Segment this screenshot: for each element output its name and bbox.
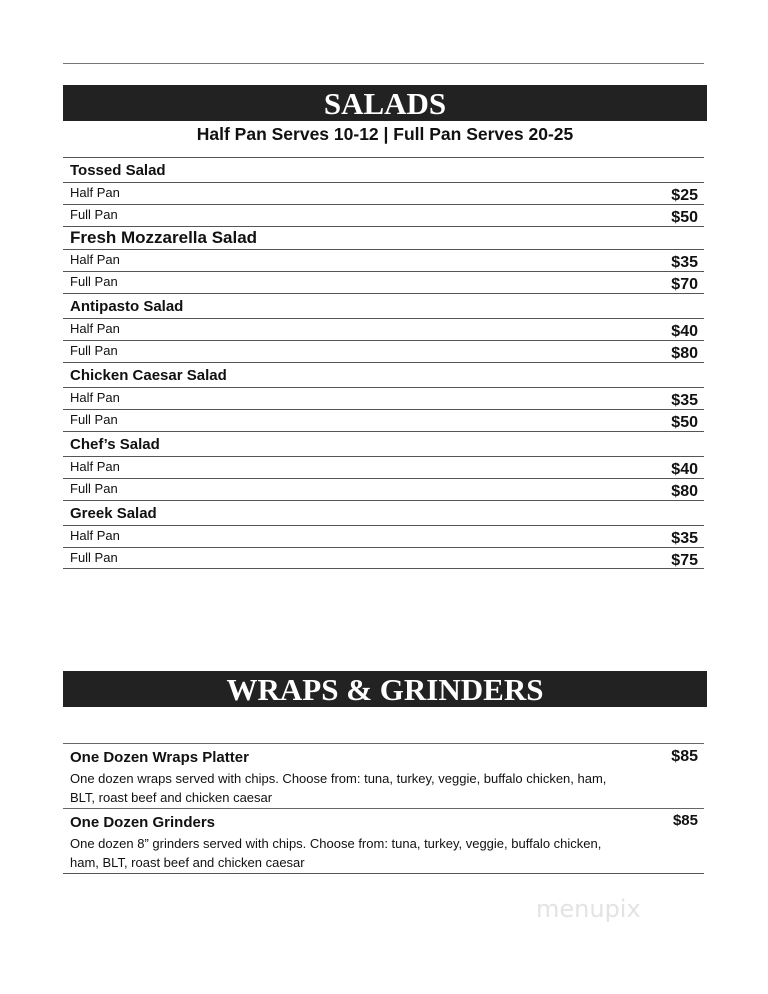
price: $40 — [671, 323, 698, 340]
size-label: Full Pan — [70, 274, 118, 289]
price: $40 — [671, 461, 698, 478]
price: $70 — [671, 276, 698, 293]
price: $35 — [671, 530, 698, 547]
salad-item-name — [63, 431, 704, 456]
size-row — [63, 409, 704, 431]
item-description: One dozen 8” grinders served with chips. Choose from: tuna, turkey, veggie, buffalo chicken, ham, BLT, roast beef and chicken caesar — [70, 836, 602, 870]
item-name: Chicken Caesar Salad — [70, 367, 227, 384]
price: $80 — [671, 345, 698, 362]
size-label: Half Pan — [70, 321, 120, 336]
size-label: Full Pan — [70, 481, 118, 496]
size-row — [63, 182, 704, 204]
salads-serving-info: Half Pan Serves 10-12 | Full Pan Serves 20-25 — [196, 124, 574, 144]
salads-banner: SALADS — [63, 85, 707, 121]
size-row — [63, 271, 704, 293]
salad-item-name — [63, 500, 704, 525]
wrap-item — [63, 743, 704, 808]
size-label: Half Pan — [70, 528, 120, 543]
price: $75 — [671, 552, 698, 569]
size-row — [63, 318, 704, 340]
salad-item-name — [63, 157, 704, 182]
price: $50 — [671, 209, 698, 226]
size-label: Full Pan — [70, 550, 118, 565]
watermark-logo: menupix — [536, 895, 641, 923]
price: $85 — [671, 748, 698, 765]
size-row — [63, 204, 704, 226]
item-name: One Dozen Wraps Platter — [70, 749, 249, 766]
size-label: Full Pan — [70, 412, 118, 427]
item-name: Chef’s Salad — [70, 436, 160, 453]
size-row — [63, 387, 704, 409]
item-description: One dozen wraps served with chips. Choose from: tuna, turkey, veggie, buffalo chicken, ham, BLT, roast beef and chicken caesar — [70, 771, 607, 805]
price: $35 — [671, 254, 698, 271]
price: $85 — [672, 812, 698, 829]
wrap-item — [63, 808, 704, 874]
price: $50 — [671, 414, 698, 431]
size-row — [63, 456, 704, 478]
top-divider — [63, 63, 704, 64]
item-name: Antipasto Salad — [70, 298, 184, 315]
salad-item-name — [63, 226, 704, 249]
item-name: Fresh Mozzarella Salad — [70, 228, 258, 247]
size-label: Half Pan — [70, 185, 120, 200]
wraps-grinders-banner: WRAPS & GRINDERS — [63, 671, 707, 707]
size-label: Full Pan — [70, 207, 118, 222]
size-row — [63, 478, 704, 500]
item-name: One Dozen Grinders — [70, 814, 216, 831]
price: $25 — [671, 187, 698, 204]
price: $80 — [671, 483, 698, 500]
salad-item-name — [63, 362, 704, 387]
size-row — [63, 547, 704, 569]
size-label: Half Pan — [70, 459, 120, 474]
size-label: Half Pan — [70, 390, 120, 405]
size-label: Full Pan — [70, 343, 118, 358]
item-name: Tossed Salad — [70, 162, 166, 179]
size-row — [63, 249, 704, 271]
size-label: Half Pan — [70, 252, 120, 267]
salad-item-name — [63, 293, 704, 318]
size-row — [63, 340, 704, 362]
item-name: Greek Salad — [70, 505, 157, 522]
wraps-list — [63, 743, 704, 874]
price: $35 — [671, 392, 698, 409]
size-row — [63, 525, 704, 547]
salads-list — [63, 157, 704, 569]
